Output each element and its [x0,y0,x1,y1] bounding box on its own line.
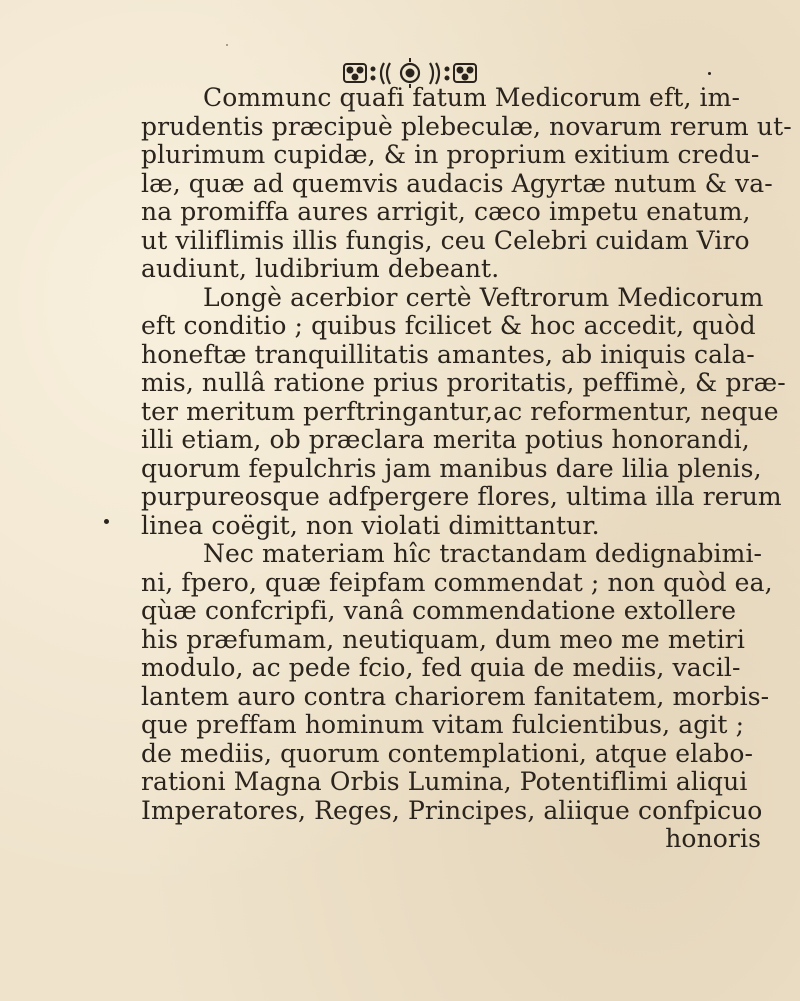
text-line: Nec materiam hîc tractandam dedignabimi- [203,539,763,568]
text-line: quorum fepulchris jam manibus dare lilia plenis, [141,453,762,483]
ink-speck [226,44,228,46]
text-line: qùæ confcripfi, vanâ commendatione extollere [141,596,737,625]
paragraph-2 [141,282,786,541]
text-line: que preffam hominum vitam fulcientibus, agit ; [141,710,745,739]
text-line: modulo, ac pede fcio, fed quia de mediis, vacil- [141,653,741,682]
text-line: plurimum cupidæ, & in proprium exitium credu- [141,140,760,169]
text-line: audiunt, ludibrium debeant. [141,254,500,283]
text-line: eft conditio ; quibus fcilicet & hoc accedit, quòd [141,311,756,340]
text-line: na promiffa aures arrigit, cæco impetu enatum, [141,197,751,226]
text-line: ni, fpero, quæ feipfam commendat ; non quòd ea, [141,567,773,597]
body-text [141,83,792,854]
text-line: honeftæ tranquillitatis amantes, ab iniquis cala- [141,339,755,369]
paragraph-1 [141,83,792,284]
text-line: Imperatores, Reges, Principes, aliique confpicuo [141,795,763,825]
text-line: Longè acerbior certè Veftrorum Medicorum [203,282,764,312]
paragraph-3 [141,539,773,825]
text-line: his præfumam, neutiquam, dum meo me metiri [141,624,745,654]
ink-speck [104,519,109,524]
text-line: de mediis, quorum contemplationi, atque elabo- [141,738,754,768]
text-line: Communc quafi fatum Medicorum eft, im- [203,83,740,112]
text-line: mis, nullâ ratione prius proritatis, peffimè, & præ- [141,368,786,397]
text-line: lantem auro contra chariorem fanitatem, morbis- [141,681,770,711]
text-line: rationi Magna Orbis Lumina, Potentiflimi aliqui [141,767,748,796]
text-line: læ, quæ ad quemvis audacis Agyrtæ nutum & va- [141,168,773,198]
text-line: ut viliflimis illis fungis, ceu Celebri cuidam Viro [141,225,750,255]
text-line: illi etiam, ob præclara merita potius honorandi, [141,425,750,454]
text-line: purpureosque adfpergere flores, ultima illa rerum [141,482,782,511]
text-line: ter meritum perftringantur,ac reformentur, neque [141,396,779,426]
catchword: honoris [665,824,761,853]
text-line: prudentis præcipuè plebeculæ, novarum rerum ut- [141,111,792,141]
ink-speck [708,72,711,75]
text-line: linea coëgit, non violati dimittantur. [141,510,600,540]
